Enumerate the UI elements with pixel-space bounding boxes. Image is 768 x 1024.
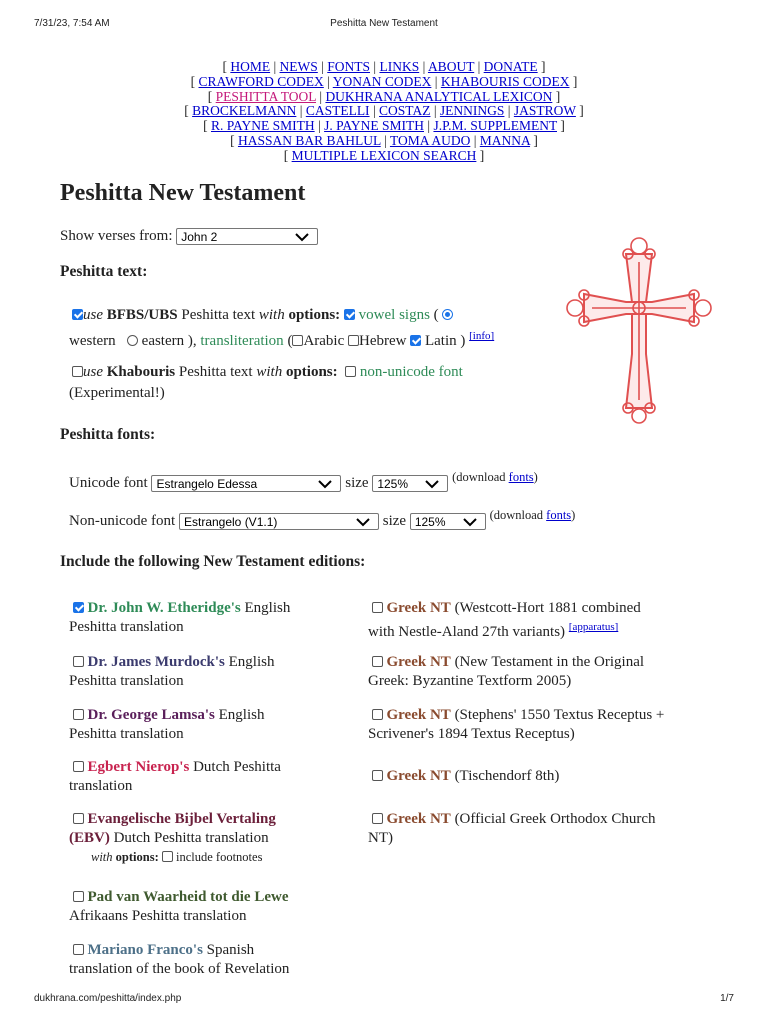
nierop-name: Egbert Nierop's (87, 759, 190, 775)
greek-wh-checkbox[interactable] (372, 602, 383, 613)
nav-bar-bahlul-link[interactable]: HASSAN BAR BAHLUL (237, 132, 381, 148)
download-text: (download (452, 470, 506, 484)
western-radio[interactable] (442, 309, 453, 320)
edition-nierop (69, 758, 349, 796)
ebv-checkbox[interactable] (73, 813, 84, 824)
pad-name: Pad van Waarheid tot die Lewe (87, 889, 289, 905)
non-unicode-font-select[interactable] (179, 513, 379, 530)
murdock-rest: English (228, 654, 275, 670)
nav-toma-audo-link[interactable]: TOMA AUDO (389, 132, 471, 148)
non-unicode-label: non-unicode font (359, 364, 463, 380)
nav-links-link[interactable]: LINKS (379, 59, 420, 74)
edition-greek-tisch (368, 767, 708, 786)
chevron-down-icon (463, 518, 477, 527)
edition-franco (69, 941, 359, 979)
ebv-name2: (EBV) (69, 830, 110, 846)
edition-murdock (69, 653, 349, 691)
franco-name: Mariano Franco's (87, 942, 203, 958)
greek-tr-line2: Scrivener's 1894 Textus Receptus) (368, 726, 575, 742)
apparatus-link[interactable]: [apparatus] (568, 621, 619, 633)
unicode-font-label: Unicode font (69, 475, 148, 491)
nierop-line2: translation (69, 778, 133, 794)
eastern-radio[interactable] (127, 335, 138, 346)
non-unicode-font-value: Estrangelo (V1.1) (183, 515, 278, 530)
khabouris-checkbox[interactable] (72, 366, 83, 377)
greek-tisch-rest: (Tischendorf 8th) (454, 768, 560, 784)
greek-orthodox-line2: NT) (368, 830, 393, 846)
non-unicode-font-label: Non-unicode font (69, 513, 176, 529)
hebrew-label: Hebrew (359, 333, 407, 349)
with-label-2: with (256, 364, 283, 380)
greek-tr-name: Greek NT (386, 707, 451, 723)
nav-news-link[interactable]: NEWS (279, 59, 318, 74)
nav-brockelmann-link[interactable]: BROCKELMANN (192, 103, 297, 119)
use-label-2: use (83, 364, 103, 380)
options-label: options: (288, 307, 341, 323)
nav-row-2: [ CRAWFORD CODEX | YONAN CODEX | KHABOURIS CODEX ] (190, 73, 578, 89)
bfbs-name: BFBS/UBS (106, 307, 178, 323)
nav-about-link[interactable]: ABOUT (427, 59, 475, 74)
non-unicode-size-select[interactable] (410, 513, 486, 530)
bfbs-option (69, 305, 562, 352)
eastern-label: eastern ), (141, 333, 197, 349)
nav-donate-link[interactable]: DONATE (483, 59, 538, 74)
ebv-name: Evangelische Bijbel Vertaling (87, 811, 276, 827)
show-verses-row (60, 228, 318, 245)
nav-jennings-link[interactable]: JENNINGS (439, 103, 505, 119)
verses-select-value: John 2 (181, 230, 218, 245)
unicode-size-value: 125% (377, 477, 409, 492)
edition-etheridge (69, 599, 349, 637)
download-close: ) (533, 470, 538, 484)
download-text-2: (download (489, 508, 544, 522)
arabic-label: Arabic (303, 333, 345, 349)
nav-j-payne-smith-link[interactable]: J. PAYNE SMITH (324, 118, 424, 134)
nav-castelli-link[interactable]: CASTELLI (305, 103, 370, 119)
nav-peshitta-tool-link[interactable]: PESHITTA TOOL (215, 88, 316, 104)
etheridge-checkbox[interactable] (73, 602, 84, 613)
greek-byz-name: Greek NT (386, 654, 451, 670)
greek-tr-checkbox[interactable] (372, 709, 383, 720)
khabouris-name: Khabouris (106, 364, 176, 380)
lamsa-line2: Peshitta translation (69, 726, 184, 742)
footnotes-checkbox[interactable] (162, 851, 173, 862)
footnotes-label: include footnotes (176, 850, 263, 864)
latin-label: Latin ) (424, 333, 466, 349)
edition-pad-van-waarheid (69, 888, 359, 926)
non-unicode-checkbox[interactable] (345, 366, 356, 377)
nav-row-4: [ BROCKELMANN | CASTELLI | COSTAZ | JENNINGS | JASTROW ] (184, 103, 584, 119)
print-datetime: 7/31/23, 7:54 AM (34, 18, 110, 29)
chevron-down-icon (318, 480, 332, 489)
etheridge-rest: English (244, 600, 291, 616)
franco-line2: translation of the book of Revelation (69, 961, 290, 977)
pad-line2: Afrikaans Peshitta translation (69, 908, 247, 924)
nav-row-7: [ MULTIPLE LEXICON SEARCH ] (283, 147, 485, 163)
murdock-name: Dr. James Murdock's (87, 654, 225, 670)
nav-row-1: [ HOME | NEWS | FONTS | LINKS | ABOUT | DONATE ] (222, 59, 546, 74)
nierop-checkbox[interactable] (73, 761, 84, 772)
syriac-cross-icon (566, 232, 712, 424)
edition-greek-tr (368, 706, 708, 744)
nav-multiple-lexicon-link[interactable]: MULTIPLE LEXICON SEARCH (291, 147, 477, 163)
use-label: use (83, 307, 103, 323)
khabouris-option (69, 362, 562, 404)
lamsa-rest: English (218, 707, 265, 723)
nav-r-payne-smith-link[interactable]: R. PAYNE SMITH (210, 118, 315, 134)
etheridge-line2: Peshitta translation (69, 619, 184, 635)
nav-manna-link[interactable]: MANNA (479, 132, 531, 148)
greek-tr-rest: (Stephens' 1550 Textus Receptus + (454, 707, 665, 723)
greek-byz-rest: (New Testament in the Original (454, 654, 645, 670)
nierop-rest: Dutch Peshitta (193, 759, 281, 775)
nav-jastrow-link[interactable]: JASTROW (513, 103, 576, 119)
greek-tisch-checkbox[interactable] (372, 770, 383, 781)
greek-byz-line2: Greek: Byzantine Textform 2005) (368, 673, 572, 689)
chevron-down-icon (425, 480, 439, 489)
greek-wh-rest: (Westcott-Hort 1881 combined (454, 600, 641, 616)
lamsa-name: Dr. George Lamsa's (87, 707, 215, 723)
page-title: Peshitta New Testament (60, 180, 306, 206)
bfbs-checkbox[interactable] (72, 309, 83, 320)
nav-jpm-supplement-link[interactable]: J.P.M. SUPPLEMENT (433, 118, 557, 134)
paren: ( (433, 307, 439, 323)
greek-orthodox-name: Greek NT (386, 811, 451, 827)
ebv-options: options: (115, 850, 159, 864)
unicode-font-value: Estrangelo Edessa (156, 477, 258, 492)
unicode-size-select[interactable] (372, 475, 448, 492)
size-label: size (345, 475, 369, 491)
download-close-2: ) (571, 508, 576, 522)
nav-row-3: [ PESHITTA TOOL | DUKHRANA ANALYTICAL LEXICON ] (207, 88, 561, 104)
greek-byz-checkbox[interactable] (372, 656, 383, 667)
nav-fonts-link[interactable]: FONTS (327, 59, 371, 74)
lamsa-checkbox[interactable] (73, 709, 84, 720)
peshitta-text-heading: Peshitta text: (60, 263, 148, 280)
with-label: with (258, 307, 285, 323)
franco-checkbox[interactable] (73, 944, 84, 955)
non-unicode-size-value: 125% (414, 515, 446, 530)
editions-heading: Include the following New Testament editions: (60, 553, 366, 570)
unicode-font-select[interactable] (151, 475, 341, 492)
latin-checkbox[interactable] (410, 335, 421, 346)
download-fonts-link[interactable]: fonts (508, 470, 534, 484)
nav-yonan-link[interactable]: YONAN CODEX (332, 73, 432, 89)
show-verses-label: Show verses from: (60, 228, 173, 244)
nav-row-6: [ HASSAN BAR BAHLUL | TOMA AUDO | MANNA ] (230, 132, 538, 148)
nav-home-link[interactable]: HOME (230, 59, 271, 74)
vowel-signs-checkbox[interactable] (344, 309, 355, 320)
murdock-checkbox[interactable] (73, 656, 84, 667)
greek-orthodox-rest: (Official Greek Orthodox Church (454, 811, 656, 827)
nav-row-5: [ R. PAYNE SMITH | J. PAYNE SMITH | J.P.M. SUPPLEMENT ] (203, 118, 565, 134)
murdock-line2: Peshitta translation (69, 673, 184, 689)
ebv-with: with (91, 850, 113, 864)
edition-greek-wh (368, 599, 708, 642)
khabouris-text: Peshitta text (178, 364, 253, 380)
verses-select[interactable] (176, 228, 318, 245)
options-label-2: options: (285, 364, 338, 380)
greek-orthodox-checkbox[interactable] (372, 813, 383, 824)
non-unicode-font-row (69, 508, 575, 530)
arabic-checkbox[interactable] (292, 335, 303, 346)
site-navigation (0, 60, 768, 164)
chevron-down-icon (295, 233, 309, 242)
download-fonts-link-2[interactable]: fonts (546, 508, 572, 522)
print-url: dukhrana.com/peshitta/index.php (34, 993, 182, 1004)
ebv-rest: Dutch Peshitta translation (113, 830, 269, 846)
chevron-down-icon (356, 518, 370, 527)
nav-dukhrana-lexicon-link[interactable]: DUKHRANA ANALYTICAL LEXICON (325, 88, 553, 104)
peshitta-fonts-heading: Peshitta fonts: (60, 426, 156, 443)
nav-khabouris-link[interactable]: KHABOURIS CODEX (440, 73, 570, 89)
edition-greek-byz (368, 653, 708, 691)
edition-ebv (69, 810, 359, 867)
bfbs-text: Peshitta text (181, 307, 256, 323)
print-title: Peshitta New Testament (330, 18, 438, 29)
experimental-note: (Experimental!) (69, 385, 165, 401)
unicode-font-row (69, 470, 538, 492)
nav-costaz-link[interactable]: COSTAZ (379, 103, 431, 119)
edition-lamsa (69, 706, 349, 744)
western-label: western (69, 333, 116, 349)
etheridge-name: Dr. John W. Etheridge's (87, 600, 241, 616)
hebrew-checkbox[interactable] (348, 335, 359, 346)
transliteration-label: transliteration (200, 333, 284, 349)
vowel-signs-label: vowel signs (358, 307, 430, 323)
franco-rest: Spanish (206, 942, 255, 958)
greek-wh-line2: with Nestle-Aland 27th variants) (368, 624, 566, 640)
size-label-2: size (382, 513, 407, 529)
pad-checkbox[interactable] (73, 891, 84, 902)
print-page-number: 1/7 (720, 993, 734, 1004)
info-link[interactable]: [info] (469, 330, 495, 342)
greek-wh-name: Greek NT (386, 600, 451, 616)
edition-greek-orthodox (368, 810, 708, 848)
nav-crawford-link[interactable]: CRAWFORD CODEX (198, 73, 324, 89)
greek-tisch-name: Greek NT (386, 768, 451, 784)
paren2: ( (287, 333, 293, 349)
